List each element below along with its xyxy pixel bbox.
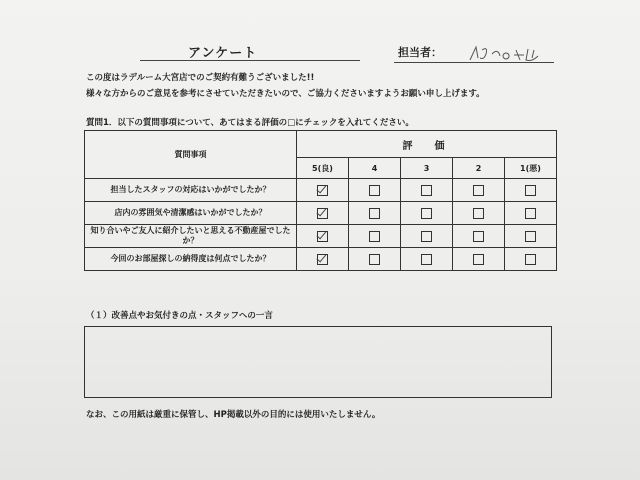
- scale-label: 3: [401, 158, 453, 179]
- rating-checkbox[interactable]: [525, 208, 536, 219]
- rating-checkbox[interactable]: [317, 231, 328, 242]
- intro-line-1: この度はラデルーム大宮店でのご契約有難うございました!!: [86, 73, 315, 83]
- staff-underline: [394, 62, 554, 63]
- evaluation-header: 評 価: [297, 131, 557, 158]
- rating-checkbox[interactable]: [473, 231, 484, 242]
- rating-checkbox[interactable]: [525, 254, 536, 265]
- rating-checkbox[interactable]: [473, 254, 484, 265]
- rating-checkbox[interactable]: [473, 185, 484, 196]
- scale-label: 4: [349, 158, 401, 179]
- question-row: [85, 248, 557, 271]
- rating-checkbox[interactable]: [369, 208, 380, 219]
- rating-checkbox[interactable]: [525, 185, 536, 196]
- rating-checkbox[interactable]: [421, 254, 432, 265]
- evaluation-table: [84, 130, 557, 271]
- rating-checkbox[interactable]: [525, 231, 536, 242]
- question-1-instruction: 質問1．以下の質問事項について、あてはまる評価の□にチェックを入れてください。: [86, 118, 414, 128]
- comment-field[interactable]: [84, 326, 552, 398]
- rating-checkbox[interactable]: [317, 185, 328, 196]
- intro-line-2: 様々な方からのご意見を参考にさせていただきたいので、ご協力くださいますようお願い申し上げます。: [86, 89, 485, 99]
- question-column-header: 質問事項: [85, 131, 297, 179]
- privacy-note: なお、この用紙は厳重に保管し、HP掲載以外の目的には使用いたしません。: [86, 410, 381, 420]
- question-row: [85, 225, 557, 248]
- question-row: [85, 202, 557, 225]
- scale-label: 1(悪): [505, 158, 557, 179]
- rating-checkbox[interactable]: [317, 208, 328, 219]
- staff-signature: [462, 44, 552, 64]
- question-row: [85, 179, 557, 202]
- comment-label: （１）改善点やお気付きの点・スタッフへの一言: [86, 311, 273, 321]
- question-text: 知り合いやご友人に紹介したいと思える不動産屋でしたか？: [85, 225, 297, 248]
- rating-checkbox[interactable]: [473, 208, 484, 219]
- staff-label: 担当者：: [398, 46, 442, 59]
- question-text: 担当したスタッフの対応はいかがでしたか？: [85, 179, 297, 202]
- scale-label: 5(良): [297, 158, 349, 179]
- rating-checkbox[interactable]: [421, 185, 432, 196]
- question-text: 今回のお部屋探しの納得度は何点でしたか？: [85, 248, 297, 271]
- rating-checkbox[interactable]: [369, 231, 380, 242]
- title-underline: [140, 60, 360, 61]
- question-text: 店内の雰囲気や清潔感はいかがでしたか？: [85, 202, 297, 225]
- rating-checkbox[interactable]: [369, 254, 380, 265]
- rating-checkbox[interactable]: [421, 208, 432, 219]
- rating-checkbox[interactable]: [317, 254, 328, 265]
- form-title: アンケート: [188, 46, 258, 61]
- scale-label: 2: [453, 158, 505, 179]
- rating-checkbox[interactable]: [421, 231, 432, 242]
- rating-checkbox[interactable]: [369, 185, 380, 196]
